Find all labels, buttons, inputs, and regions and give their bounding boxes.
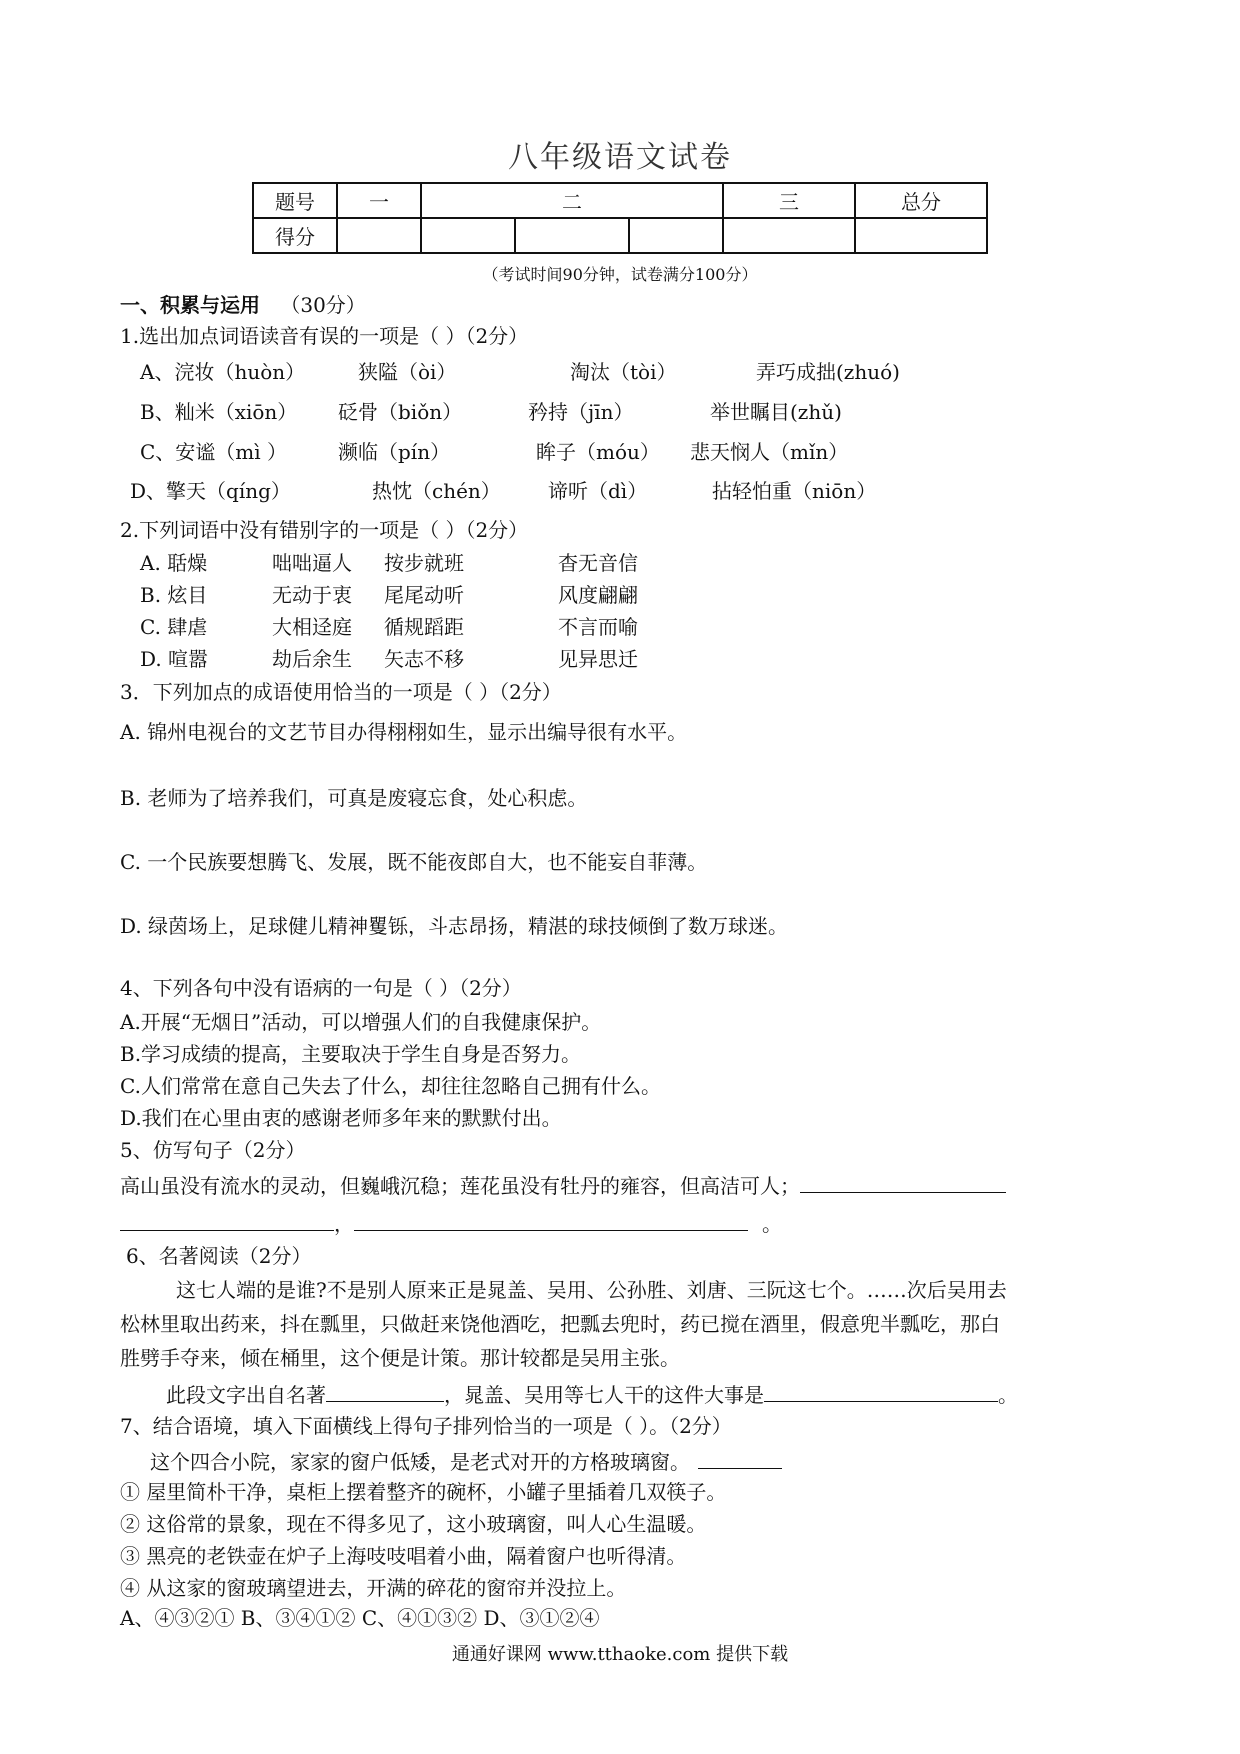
score-header-cell: 一: [337, 183, 421, 218]
q5-answer-blank-2[interactable]: [120, 1208, 334, 1231]
score-row-label: 得分: [253, 218, 337, 253]
q7-item-3: ③ 黑亮的老铁壶在炉子上海吱吱唱着小曲，隔着窗户也听得清。: [120, 1544, 687, 1568]
q6-question-mid: ，晁盖、吴用等七人干的这件大事是: [444, 1383, 764, 1407]
q2-option-d-word2: 劫后余生: [272, 647, 352, 671]
question-5-stem: 5、仿写句子（2分）: [120, 1138, 306, 1162]
q2-option-c-word4: 不言而喻: [558, 615, 638, 639]
q5-period: 。: [762, 1212, 782, 1236]
question-4-stem: 4、下列各句中没有语病的一句是（ ）（2分）: [120, 976, 522, 1000]
q1-option-a-word2: 狭隘（òi）: [358, 360, 457, 384]
q7-context-text: 这个四合小院，家家的窗户低矮，是老式对开的方格玻璃窗。: [150, 1450, 690, 1474]
q5-prompt-text: 高山虽没有流水的灵动，但巍峨沉稳；莲花虽没有牡丹的雍容，但高洁可人；: [120, 1174, 800, 1198]
score-table-score-row: [253, 218, 987, 253]
footer-source: 通通好课网 www.tthaoke.com 提供下载: [451, 1644, 789, 1665]
q1-option-b-word1: B、籼米（xiōn）: [140, 400, 298, 424]
q1-option-c-word3: 眸子（móu）: [536, 440, 660, 464]
q4-option-c: C.人们常常在意自己失去了什么，却往往忽略自己拥有什么。: [120, 1074, 661, 1098]
q2-option-b-word4: 风度翩翩: [558, 583, 638, 607]
score-cell: [629, 218, 723, 253]
q7-item-4: ④ 从这家的窗玻璃望进去，开满的碎花的窗帘并没拉上。: [120, 1576, 627, 1600]
q4-option-a: A.开展“无烟日”活动，可以增强人们的自我健康保护。: [120, 1010, 602, 1034]
q6-question-prefix: 此段文字出自名著: [166, 1383, 326, 1407]
q3-option-b: B. 老师为了培养我们，可真是废寝忘食，处心积虑。: [120, 786, 588, 810]
q2-option-a-word3: 按步就班: [384, 551, 464, 575]
question-7-stem: 7、结合语境，填入下面横线上得句子排列恰当的一项是（ ）。（2分）: [120, 1414, 732, 1438]
q3-option-d: D. 绿茵场上，足球健儿精神矍铄，斗志昂扬，精湛的球技倾倒了数万球迷。: [120, 914, 789, 938]
q6-question-end: 。: [998, 1383, 1018, 1407]
score-header-cell: 题号: [253, 183, 337, 218]
q1-option-c-word2: 濒临（pín）: [338, 440, 451, 464]
q5-answer-blank-1[interactable]: [800, 1170, 1006, 1193]
question-2-stem: 2.下列词语中没有错别字的一项是（ ）（2分）: [120, 518, 529, 542]
q2-option-a-word2: 咄咄逼人: [272, 551, 352, 575]
q7-context-line: [150, 1446, 782, 1476]
q6-book-title-blank[interactable]: [326, 1379, 444, 1402]
q6-passage-line-1: 这七人端的是谁?不是别人原来正是晁盖、吴用、公孙胜、刘唐、三阮这七个。……次后吴用去: [176, 1278, 1007, 1302]
q2-option-d-word1: D. 喧嚣: [140, 647, 209, 671]
q2-option-a-word1: A. 聒燥: [140, 551, 208, 575]
q1-option-c-word1: C、安谧（mì ）: [140, 440, 288, 464]
q5-answer-line: [120, 1208, 782, 1238]
q2-option-b-word3: 尾尾动听: [384, 583, 464, 607]
q1-option-d-word4: 拈轻怕重（niōn）: [712, 479, 877, 503]
q2-option-c-word3: 循规蹈距: [384, 615, 464, 639]
q2-option-b-word1: B. 炫目: [140, 583, 208, 607]
section-label: 一、积累与运用: [120, 293, 260, 317]
q2-option-a-word4: 杳无音信: [558, 551, 638, 575]
q7-answer-blank[interactable]: [698, 1446, 782, 1469]
q6-passage-line-2: 松林里取出药来，抖在瓢里，只做赶来饶他酒吃，把瓢去兜时，药已搅在酒里，假意兜半瓢吃，那白: [120, 1312, 1000, 1336]
q1-option-a-word1: A、浣妆（huòn）: [140, 360, 306, 384]
q1-option-a-word3: 淘汰（tòi）: [570, 360, 677, 384]
q7-choices: A、④③②① B、③④①② C、④①③② D、③①②④: [120, 1606, 600, 1630]
q7-item-1: ① 屋里简朴干净，桌柜上摆着整齐的碗杯，小罐子里插着几双筷子。: [120, 1480, 727, 1504]
q1-option-b-word4: 举世瞩目(zhǔ): [710, 400, 842, 424]
score-header-cell: 三: [723, 183, 855, 218]
q1-option-d-word2: 热忱（chén）: [372, 479, 501, 503]
q7-item-2: ② 这俗常的景象，现在不得多见了，这小玻璃窗，叫人心生温暖。: [120, 1512, 707, 1536]
q6-question-line: [166, 1379, 1018, 1409]
q4-option-d: D.我们在心里由衷的感谢老师多年来的默默付出。: [120, 1106, 562, 1130]
q1-option-b-word3: 矜持（jīn）: [528, 400, 634, 424]
q3-option-a: A. 锦州电视台的文艺节目办得栩栩如生，显示出编导很有水平。: [120, 720, 688, 744]
page-title: 八年级语文试卷: [508, 140, 732, 175]
score-cell: [421, 218, 515, 253]
q6-event-blank[interactable]: [764, 1379, 998, 1402]
q2-option-c-word1: C. 肆虐: [140, 615, 208, 639]
q1-option-a-word4: 弄巧成拙(zhuó): [756, 360, 900, 384]
section-points: （30分）: [280, 293, 366, 317]
score-cell: [855, 218, 987, 253]
question-6-stem: 6、名著阅读（2分）: [126, 1244, 312, 1268]
section-heading: [120, 291, 366, 319]
score-header-cell: 总分: [855, 183, 987, 218]
question-3-stem: 3．下列加点的成语使用恰当的一项是（ ）（2分）: [120, 680, 562, 704]
q3-option-c: C. 一个民族要想腾飞、发展，既不能夜郎自大，也不能妄自菲薄。: [120, 850, 708, 874]
q4-option-b: B.学习成绩的提高，主要取决于学生自身是否努力。: [120, 1042, 582, 1066]
q2-option-d-word4: 见异思迁: [558, 647, 638, 671]
q2-option-c-word2: 大相迳庭: [272, 615, 352, 639]
score-cell: [515, 218, 629, 253]
q1-option-d-word3: 谛听（dì）: [548, 479, 648, 503]
score-header-cell: 二: [421, 183, 723, 218]
q1-option-d-word1: D、擎天（qíng）: [130, 479, 291, 503]
score-table: [252, 182, 988, 254]
q2-option-d-word3: 矢志不移: [384, 647, 464, 671]
q1-option-b-word2: 砭骨（biǒn）: [338, 400, 463, 424]
q5-comma: ，: [334, 1212, 354, 1236]
score-table-header-row: [253, 183, 987, 218]
score-cell: [337, 218, 421, 253]
q1-option-c-word4: 悲天悯人（mǐn）: [690, 440, 849, 464]
exam-note: （考试时间90分钟，试卷满分100分）: [482, 265, 758, 284]
q5-prompt-line: [120, 1170, 1006, 1200]
q2-option-b-word2: 无动于衷: [272, 583, 352, 607]
question-1-stem: 1.选出加点词语读音有误的一项是（ ）（2分）: [120, 324, 529, 348]
score-cell: [723, 218, 855, 253]
q5-answer-blank-3[interactable]: [354, 1208, 748, 1231]
q6-passage-line-3: 胜劈手夺来，倾在桶里，这个便是计策。那计较都是吴用主张。: [120, 1346, 680, 1370]
